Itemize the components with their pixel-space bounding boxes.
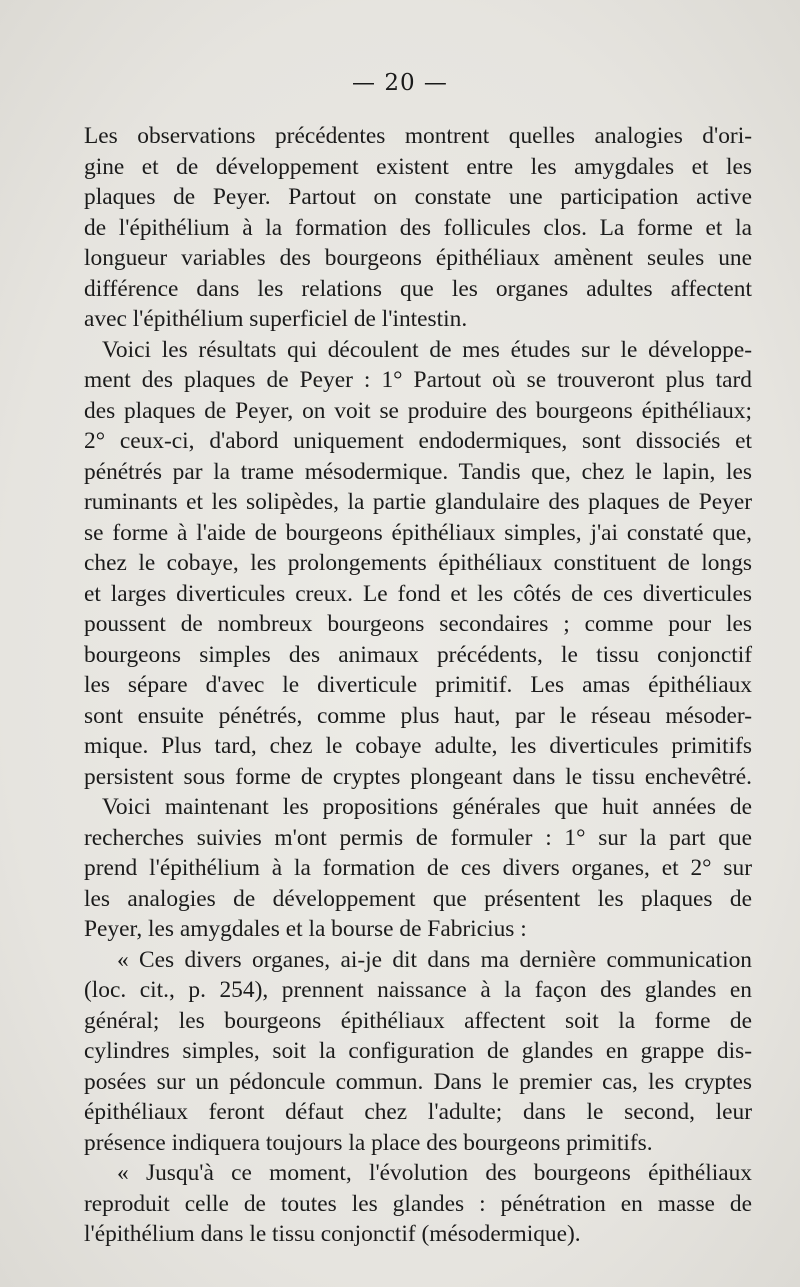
body-text [84, 121, 752, 1250]
paragraph-3 [84, 792, 752, 945]
text-line: Peyer, les amygdales et la bourse de Fabricius : [84, 916, 527, 942]
text-line: (loc. cit., p. 254), prennent naissance à la façon des glandes en [84, 977, 752, 1003]
paragraph-1 [84, 121, 752, 335]
text-line: posées sur un pédoncule commun. Dans le premier cas, les cryptes [84, 1068, 752, 1095]
text-line: persistent sous forme de cryptes plongeant dans le tissu enchevêtré. [84, 763, 752, 790]
text-line: différence dans les relations que les organes adultes affectent [84, 275, 752, 302]
text-line: recherches suivies m'ont permis de formuler : 1° sur la part que [84, 824, 752, 851]
text-line: longueur variables des bourgeons épithéliaux amènent seules une [84, 245, 752, 271]
text-line: Les observations précédentes montrent quelles analogies d'ori- [84, 123, 752, 149]
paragraph-4 [84, 945, 752, 1159]
text-line: sont ensuite pénétrés, comme plus haut, par le réseau mésoder- [84, 702, 752, 729]
text-line: et larges diverticules creux. Le fond et les côtés de ces diverticules [84, 580, 752, 607]
text-line: les sépare d'avec le diverticule primitif. Les amas épithéliaux [84, 672, 752, 698]
text-line: « Jusqu'à ce moment, l'évolution des bourgeons épithéliaux [117, 1160, 752, 1186]
text-line: général; les bourgeons épithéliaux affectent soit la forme de [84, 1007, 752, 1034]
text-line: ment des plaques de Peyer : 1° Partout où se trouveront plus tard [84, 367, 752, 393]
text-line: Voici les résultats qui découlent de mes études sur le développe- [102, 336, 752, 363]
paragraph-5 [84, 1158, 752, 1250]
text-line: présence indiquera toujours la place des bourgeons primitifs. [84, 1129, 653, 1156]
text-line: 2° ceux-ci, d'abord uniquement endodermiques, sont dissociés et [84, 428, 752, 454]
text-line: avec l'épithélium superficiel de l'intestin. [84, 306, 468, 332]
text-line: cylindres simples, soit la configuration de glandes en grappe dis- [84, 1038, 752, 1064]
text-line: reproduit celle de toutes les glandes : pénétration en masse de [84, 1190, 752, 1217]
text-line: pénétrés par la trame mésodermique. Tandis que, chez le lapin, les [84, 458, 752, 485]
text-line: les analogies de développement que présentent les plaques de [84, 885, 752, 912]
text-line: gine et de développement existent entre les amygdales et les [84, 153, 752, 180]
page-number: — 20 — [352, 70, 448, 96]
text-line: « Ces divers organes, ai-je dit dans ma dernière communication [117, 946, 752, 973]
text-line: de l'épithélium à la formation des follicules clos. La forme et la [84, 214, 752, 241]
text-line: chez le cobaye, les prolongements épithéliaux constituent de longs [84, 550, 752, 576]
text-line: épithéliaux feront défaut chez l'adulte; dans le second, leur [84, 1099, 752, 1125]
text-line: des plaques de Peyer, on voit se produire des bourgeons épithéliaux; [84, 397, 752, 424]
text-line: bourgeons simples des animaux précédents, le tissu conjonctif [84, 641, 752, 668]
text-line: ruminants et les solipèdes, la partie glandulaire des plaques de Peyer [84, 489, 752, 515]
text-line: se forme à l'aide de bourgeons épithéliaux simples, j'ai constaté que, [84, 519, 752, 546]
text-line: Voici maintenant les propositions générales que huit années de [102, 794, 752, 820]
paragraph-2 [84, 335, 752, 793]
text-line: prend l'épithélium à la formation de ces divers organes, et 2° sur [84, 855, 752, 881]
text-line: plaques de Peyer. Partout on constate une participation active [84, 184, 752, 210]
text-line: poussent de nombreux bourgeons secondaires ; comme pour les [84, 611, 752, 637]
text-line: mique. Plus tard, chez le cobaye adulte, les diverticules primitifs [84, 733, 752, 759]
text-line: l'épithélium dans le tissu conjonctif (mésodermique). [84, 1221, 581, 1247]
